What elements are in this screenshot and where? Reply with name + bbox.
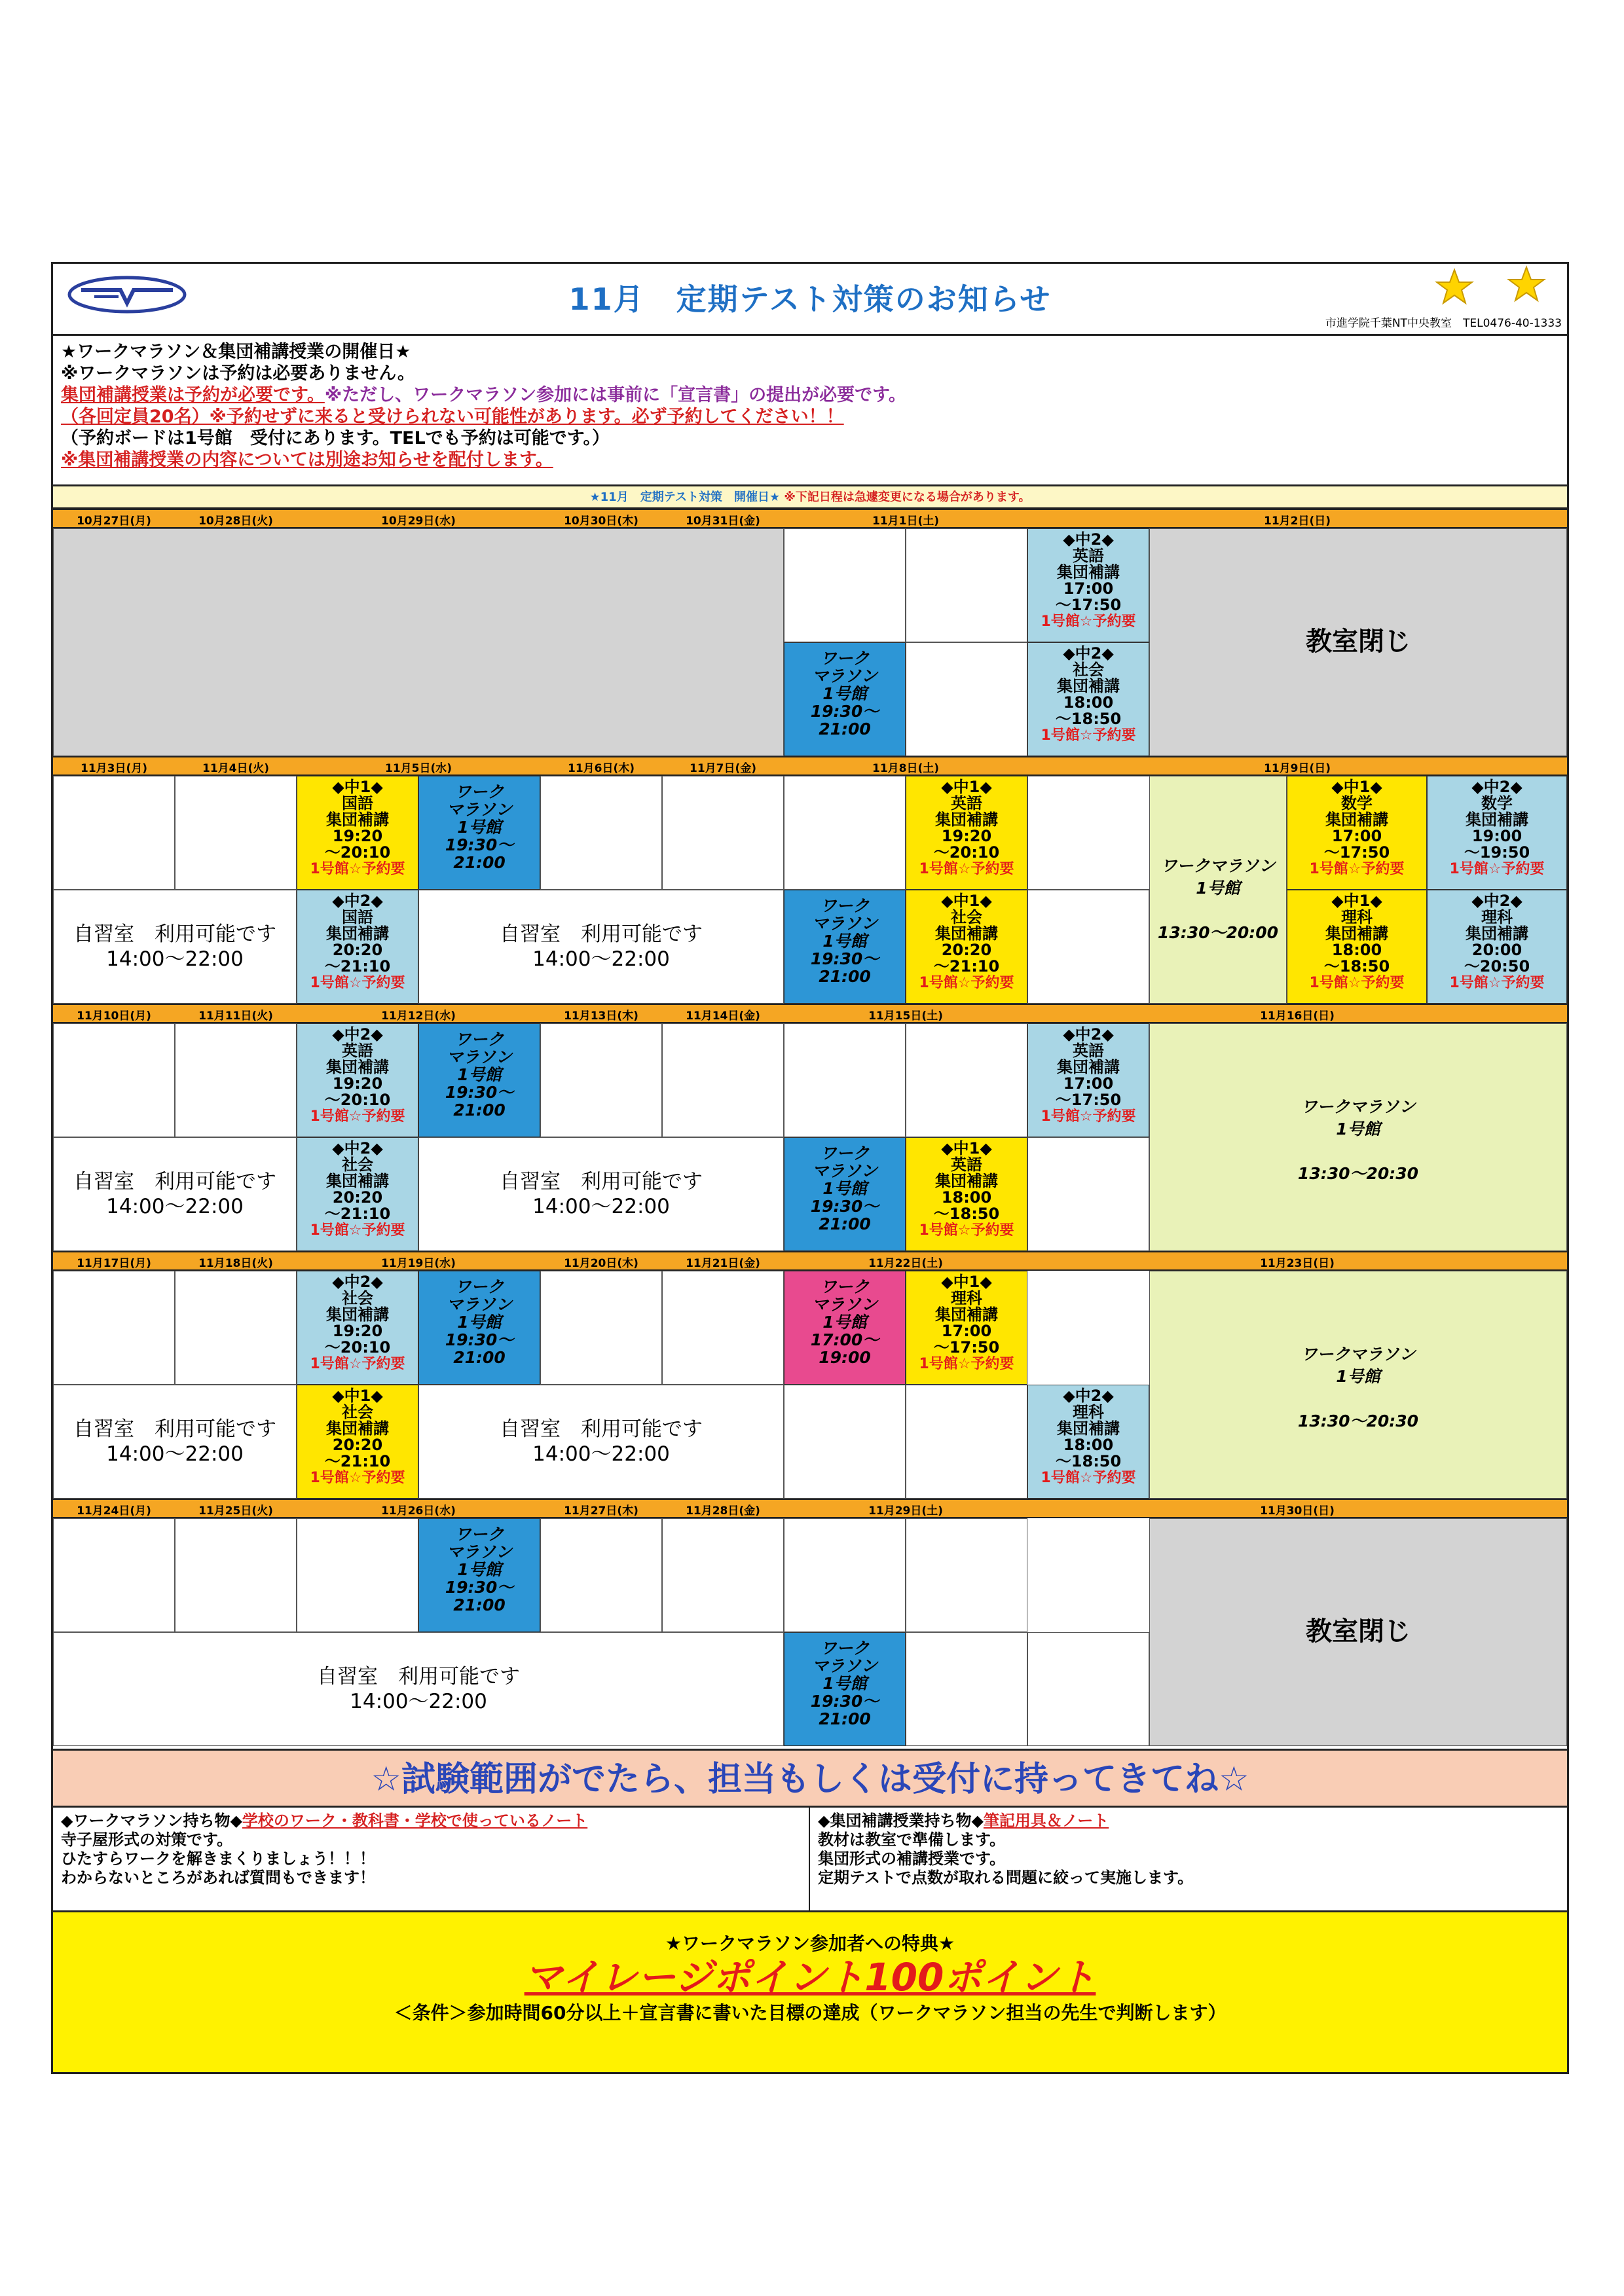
work-marathon-event: ワークマラソン 1号館 13:30～20:30: [1149, 1023, 1567, 1251]
date-label: 11月28日(金): [686, 1504, 760, 1518]
reservation-required: 1号館☆予約要: [1041, 613, 1136, 630]
event-details: ◆中2◆ 社会 集団補講 18:00 ～18:50: [1055, 644, 1122, 728]
event-details: ◆中2◆ 国語 集団補講 20:20 ～21:10: [324, 892, 391, 975]
week-date-bar: [53, 509, 1567, 528]
empty-slot: [53, 1023, 175, 1137]
class-event: [1027, 1385, 1149, 1499]
star-character-icon: [1435, 268, 1474, 307]
reservation-required: 1号館☆予約要: [310, 975, 405, 991]
header: [53, 264, 1567, 336]
empty-slot: [175, 1518, 297, 1632]
reservation-required: 1号館☆予約要: [1041, 1470, 1136, 1486]
event-details: ◆中1◆ 英語 集団補講 18:00 ～18:50: [933, 1139, 1000, 1223]
star-character-icon: [1507, 265, 1546, 304]
class-event: [1427, 776, 1567, 890]
notice-line: 集団補講授業は予約が必要です。※ただし、ワークマラソン参加には事前に「宣言書」の提出が必要です。: [61, 385, 906, 405]
class-event: [1287, 776, 1427, 890]
date-label: 11月30日(日): [1260, 1504, 1335, 1518]
self-study-notice: 自習室 利用可能です 14:00～22:00: [53, 890, 297, 1004]
reservation-required: 1号館☆予約要: [919, 861, 1014, 877]
class-event: [297, 890, 418, 1004]
date-label: 11月22日(土): [868, 1257, 943, 1270]
self-study-notice: 自習室 利用可能です 14:00～22:00: [53, 1137, 297, 1251]
group-class-items: ◆集団補講授業持ち物◆筆記用具＆ノート 教材は教室で準備します。 集団形式の補講授業です。 定期テストで点数が取れる問題に絞って実施します。: [810, 1808, 1567, 1912]
week-date-bar: [53, 1251, 1567, 1271]
empty-slot: [53, 1271, 175, 1385]
reservation-required: 1号館☆予約要: [310, 1470, 405, 1486]
notice-line: ★ワークマラソン＆集団補講授業の開催日★: [61, 342, 411, 362]
classroom-closed: 教室閉じ: [1149, 1518, 1567, 1746]
event-details: ◆中1◆ 理科 集団補講 17:00 ～17:50: [933, 1273, 1000, 1357]
self-study-notice: 自習室 利用可能です 14:00～22:00: [418, 1385, 784, 1499]
class-event: [906, 890, 1027, 1004]
class-event: [1027, 528, 1149, 642]
work-marathon-event: ワーク マラソン 1号館 19:30～ 21:00: [418, 1271, 540, 1385]
empty-slot: [175, 1271, 297, 1385]
empty-slot: [662, 1271, 784, 1385]
date-label: 10月29日(水): [381, 515, 456, 528]
reservation-required: 1号館☆予約要: [310, 861, 405, 877]
event-details: ◆中2◆ 社会 集団補講 20:20 ～21:10: [324, 1139, 391, 1223]
notice-line: ※ワークマラソンは予約は必要ありません。: [61, 363, 415, 384]
empty-slot: [175, 1023, 297, 1137]
date-label: 10月30日(木): [564, 515, 638, 528]
date-label: 11月10日(月): [77, 1010, 151, 1023]
reservation-required: 1号館☆予約要: [310, 1222, 405, 1239]
reservation-required: 1号館☆予約要: [310, 1356, 405, 1372]
class-event: [1287, 890, 1427, 1004]
class-event: [1027, 642, 1149, 756]
date-label: 11月13日(木): [564, 1010, 638, 1023]
class-event: [297, 1385, 418, 1499]
work-marathon-event: ワーク マラソン 1号館 19:30～ 21:00: [784, 890, 906, 1004]
event-details: ◆中2◆ 英語 集団補講 17:00 ～17:50: [1055, 530, 1122, 614]
date-label: 11月2日(日): [1263, 515, 1331, 528]
week-date-bar: [53, 1004, 1567, 1023]
empty-slot: [540, 1518, 662, 1632]
empty-slot: [540, 1023, 662, 1137]
schedule-grid: [53, 509, 1567, 1749]
empty-slot: [906, 528, 1027, 642]
event-details: ◆中1◆ 数学 集団補講 17:00 ～17:50: [1323, 778, 1390, 862]
empty-slot: [53, 776, 175, 890]
reservation-required: 1号館☆予約要: [1449, 975, 1545, 991]
self-study-notice: 自習室 利用可能です 14:00～22:00: [418, 890, 784, 1004]
date-label: 11月4日(火): [202, 762, 270, 775]
classroom-closed: 教室閉じ: [1149, 528, 1567, 756]
notice-line: ※集団補講授業の内容については別途お知らせを配付します。: [61, 450, 553, 470]
bonus-heading: ★ワークマラソン参加者への特典★: [665, 1933, 955, 1954]
week-date-bar: [53, 756, 1567, 776]
reservation-required: 1号館☆予約要: [1449, 861, 1545, 877]
self-study-notice: 自習室 利用可能です 14:00～22:00: [53, 1385, 297, 1499]
work-marathon-event: ワーク マラソン 1号館 17:00～ 19:00: [784, 1271, 906, 1385]
schedule-subtitle: ★11月 定期テスト対策 開催日★ ※下記日程は急遽変更になる場合があります。: [53, 486, 1567, 509]
date-label: 11月7日(金): [689, 762, 757, 775]
reservation-required: 1号館☆予約要: [919, 975, 1014, 991]
date-label: 11月9日(日): [1263, 762, 1331, 775]
date-label: 11月8日(土): [872, 762, 940, 775]
work-marathon-event: ワーク マラソン 1号館 19:30～ 21:00: [784, 1632, 906, 1746]
work-marathon-event: ワーク マラソン 1号館 19:30～ 21:00: [418, 776, 540, 890]
date-label: 11月23日(日): [1260, 1257, 1335, 1270]
empty-slot: [906, 1632, 1027, 1746]
event-details: ◆中2◆ 英語 集団補講 17:00 ～17:50: [1055, 1025, 1122, 1109]
class-event: [906, 1271, 1027, 1385]
work-marathon-event: ワーク マラソン 1号館 19:30～ 21:00: [784, 642, 906, 756]
class-event: [1027, 1023, 1149, 1137]
empty-slot: [53, 1518, 175, 1632]
empty-slot: [784, 1385, 906, 1499]
date-label: 11月17日(月): [77, 1257, 151, 1270]
date-label: 11月6日(木): [567, 762, 635, 775]
date-label: 11月16日(日): [1260, 1010, 1335, 1023]
date-label: 11月21日(金): [686, 1257, 760, 1270]
bonus-condition: ＜条件＞参加時間60分以上＋宣言書に書いた目標の達成（ワークマラソン担当の先生で判断します）: [394, 2002, 1227, 2024]
empty-slot: [540, 776, 662, 890]
date-label: 10月31日(金): [686, 515, 760, 528]
date-label: 11月25日(火): [198, 1504, 273, 1518]
class-event: [906, 1137, 1027, 1251]
reservation-required: 1号館☆予約要: [1041, 1108, 1136, 1125]
event-details: ◆中1◆ 社会 集団補講 20:20 ～21:10: [933, 892, 1000, 975]
date-label: 11月18日(火): [198, 1257, 273, 1270]
date-label: 11月24日(月): [77, 1504, 151, 1518]
class-event: [297, 776, 418, 890]
event-details: ◆中2◆ 数学 集団補講 19:00 ～19:50: [1464, 778, 1530, 862]
work-marathon-event: ワーク マラソン 1号館 19:30～ 21:00: [784, 1137, 906, 1251]
class-event: [297, 1023, 418, 1137]
empty-slot: [784, 1023, 906, 1137]
date-label: 11月11日(火): [198, 1010, 273, 1023]
date-label: 11月20日(木): [564, 1257, 638, 1270]
empty-slot: [784, 1518, 906, 1632]
empty-slot: [540, 1271, 662, 1385]
bonus-panel: [53, 1912, 1567, 2072]
event-details: ◆中2◆ 英語 集団補講 19:20 ～20:10: [324, 1025, 391, 1109]
work-marathon-event: ワークマラソン 1号館 13:30～20:30: [1149, 1271, 1567, 1499]
class-event: [906, 776, 1027, 890]
empty-slot: [906, 1023, 1027, 1137]
empty-slot: [662, 1518, 784, 1632]
reservation-required: 1号館☆予約要: [919, 1222, 1014, 1239]
empty-slot: [906, 642, 1027, 756]
empty-slot: [784, 776, 906, 890]
event-details: ◆中1◆ 理科 集団補講 18:00 ～18:50: [1323, 892, 1390, 975]
school-contact: 市進学院千葉NT中央教室 TEL0476-40-1333: [1325, 317, 1562, 330]
class-event: [297, 1271, 418, 1385]
event-details: ◆中1◆ 国語 集団補講 19:20 ～20:10: [324, 778, 391, 862]
notice-line: （予約ボードは1号館 受付にあります。TELでも予約は可能です。）: [61, 428, 610, 448]
page-title: 11月 定期テスト対策のお知らせ: [568, 282, 1052, 317]
date-label: 11月19日(水): [381, 1257, 456, 1270]
empty-slot: [1027, 1632, 1149, 1746]
class-event: [297, 1137, 418, 1251]
work-marathon-event: ワーク マラソン 1号館 19:30～ 21:00: [418, 1023, 540, 1137]
bonus-points: マイレージポイント100ポイント: [524, 1955, 1096, 1999]
notice-block: [53, 336, 1567, 486]
self-study-notice: 自習室 利用可能です 14:00～22:00: [53, 1632, 784, 1746]
reservation-required: 1号館☆予約要: [1041, 727, 1136, 744]
work-marathon-event: ワークマラソン 1号館 13:30～20:00: [1149, 776, 1287, 1004]
date-label: 10月28日(火): [198, 515, 273, 528]
flyer-frame: [51, 262, 1569, 2074]
date-label: 11月27日(木): [564, 1504, 638, 1518]
event-details: ◆中1◆ 英語 集団補講 19:20 ～20:10: [933, 778, 1000, 862]
workmarathon-items: ◆ワークマラソン持ち物◆学校のワーク・教科書・学校で使っているノート 寺子屋形式の対策です。 ひたすらワークを解きまくりましょう！！！ わからないところがあれば質問もできます！: [53, 1808, 810, 1912]
empty-slot: [1027, 776, 1165, 890]
self-study-notice: 自習室 利用可能です 14:00～22:00: [418, 1137, 784, 1251]
week-date-bar: [53, 1499, 1567, 1518]
empty-slot: [297, 1518, 418, 1632]
reservation-required: 1号館☆予約要: [1309, 861, 1405, 877]
date-label: 11月26日(水): [381, 1504, 456, 1518]
date-label: 10月27日(月): [77, 515, 151, 528]
empty-slot: [1027, 1137, 1149, 1251]
closed-area: [53, 528, 784, 756]
reservation-required: 1号館☆予約要: [919, 1356, 1014, 1372]
empty-slot: [784, 528, 906, 642]
date-label: 11月5日(水): [384, 762, 452, 775]
work-marathon-event: ワーク マラソン 1号館 19:30～ 21:00: [418, 1518, 540, 1632]
date-label: 11月3日(月): [80, 762, 148, 775]
empty-slot: [662, 1023, 784, 1137]
empty-slot: [662, 776, 784, 890]
event-details: ◆中2◆ 社会 集団補講 19:20 ～20:10: [324, 1273, 391, 1357]
reservation-required: 1号館☆予約要: [310, 1108, 405, 1125]
class-event: [1427, 890, 1567, 1004]
date-label: 11月12日(水): [381, 1010, 456, 1023]
reservation-required: 1号館☆予約要: [1309, 975, 1405, 991]
empty-slot: [175, 776, 297, 890]
empty-slot: [906, 1385, 1027, 1499]
exam-range-banner: ☆試験範囲がでたら、担当もしくは受付に持ってきてね☆: [53, 1749, 1567, 1808]
notice-line: （各回定員20名）※予約せずに来ると受けられない可能性があります。必ず予約してください！！: [61, 407, 844, 427]
event-details: ◆中2◆ 理科 集団補講 18:00 ～18:50: [1055, 1387, 1122, 1470]
empty-slot: [1027, 890, 1149, 1004]
date-label: 11月14日(金): [686, 1010, 760, 1023]
date-label: 11月1日(土): [872, 515, 940, 528]
event-details: ◆中2◆ 理科 集団補講 20:00 ～20:50: [1464, 892, 1530, 975]
date-label: 11月15日(土): [868, 1010, 943, 1023]
empty-slot: [906, 1518, 1027, 1632]
event-details: ◆中1◆ 社会 集団補講 20:20 ～21:10: [324, 1387, 391, 1470]
date-label: 11月29日(土): [868, 1504, 943, 1518]
